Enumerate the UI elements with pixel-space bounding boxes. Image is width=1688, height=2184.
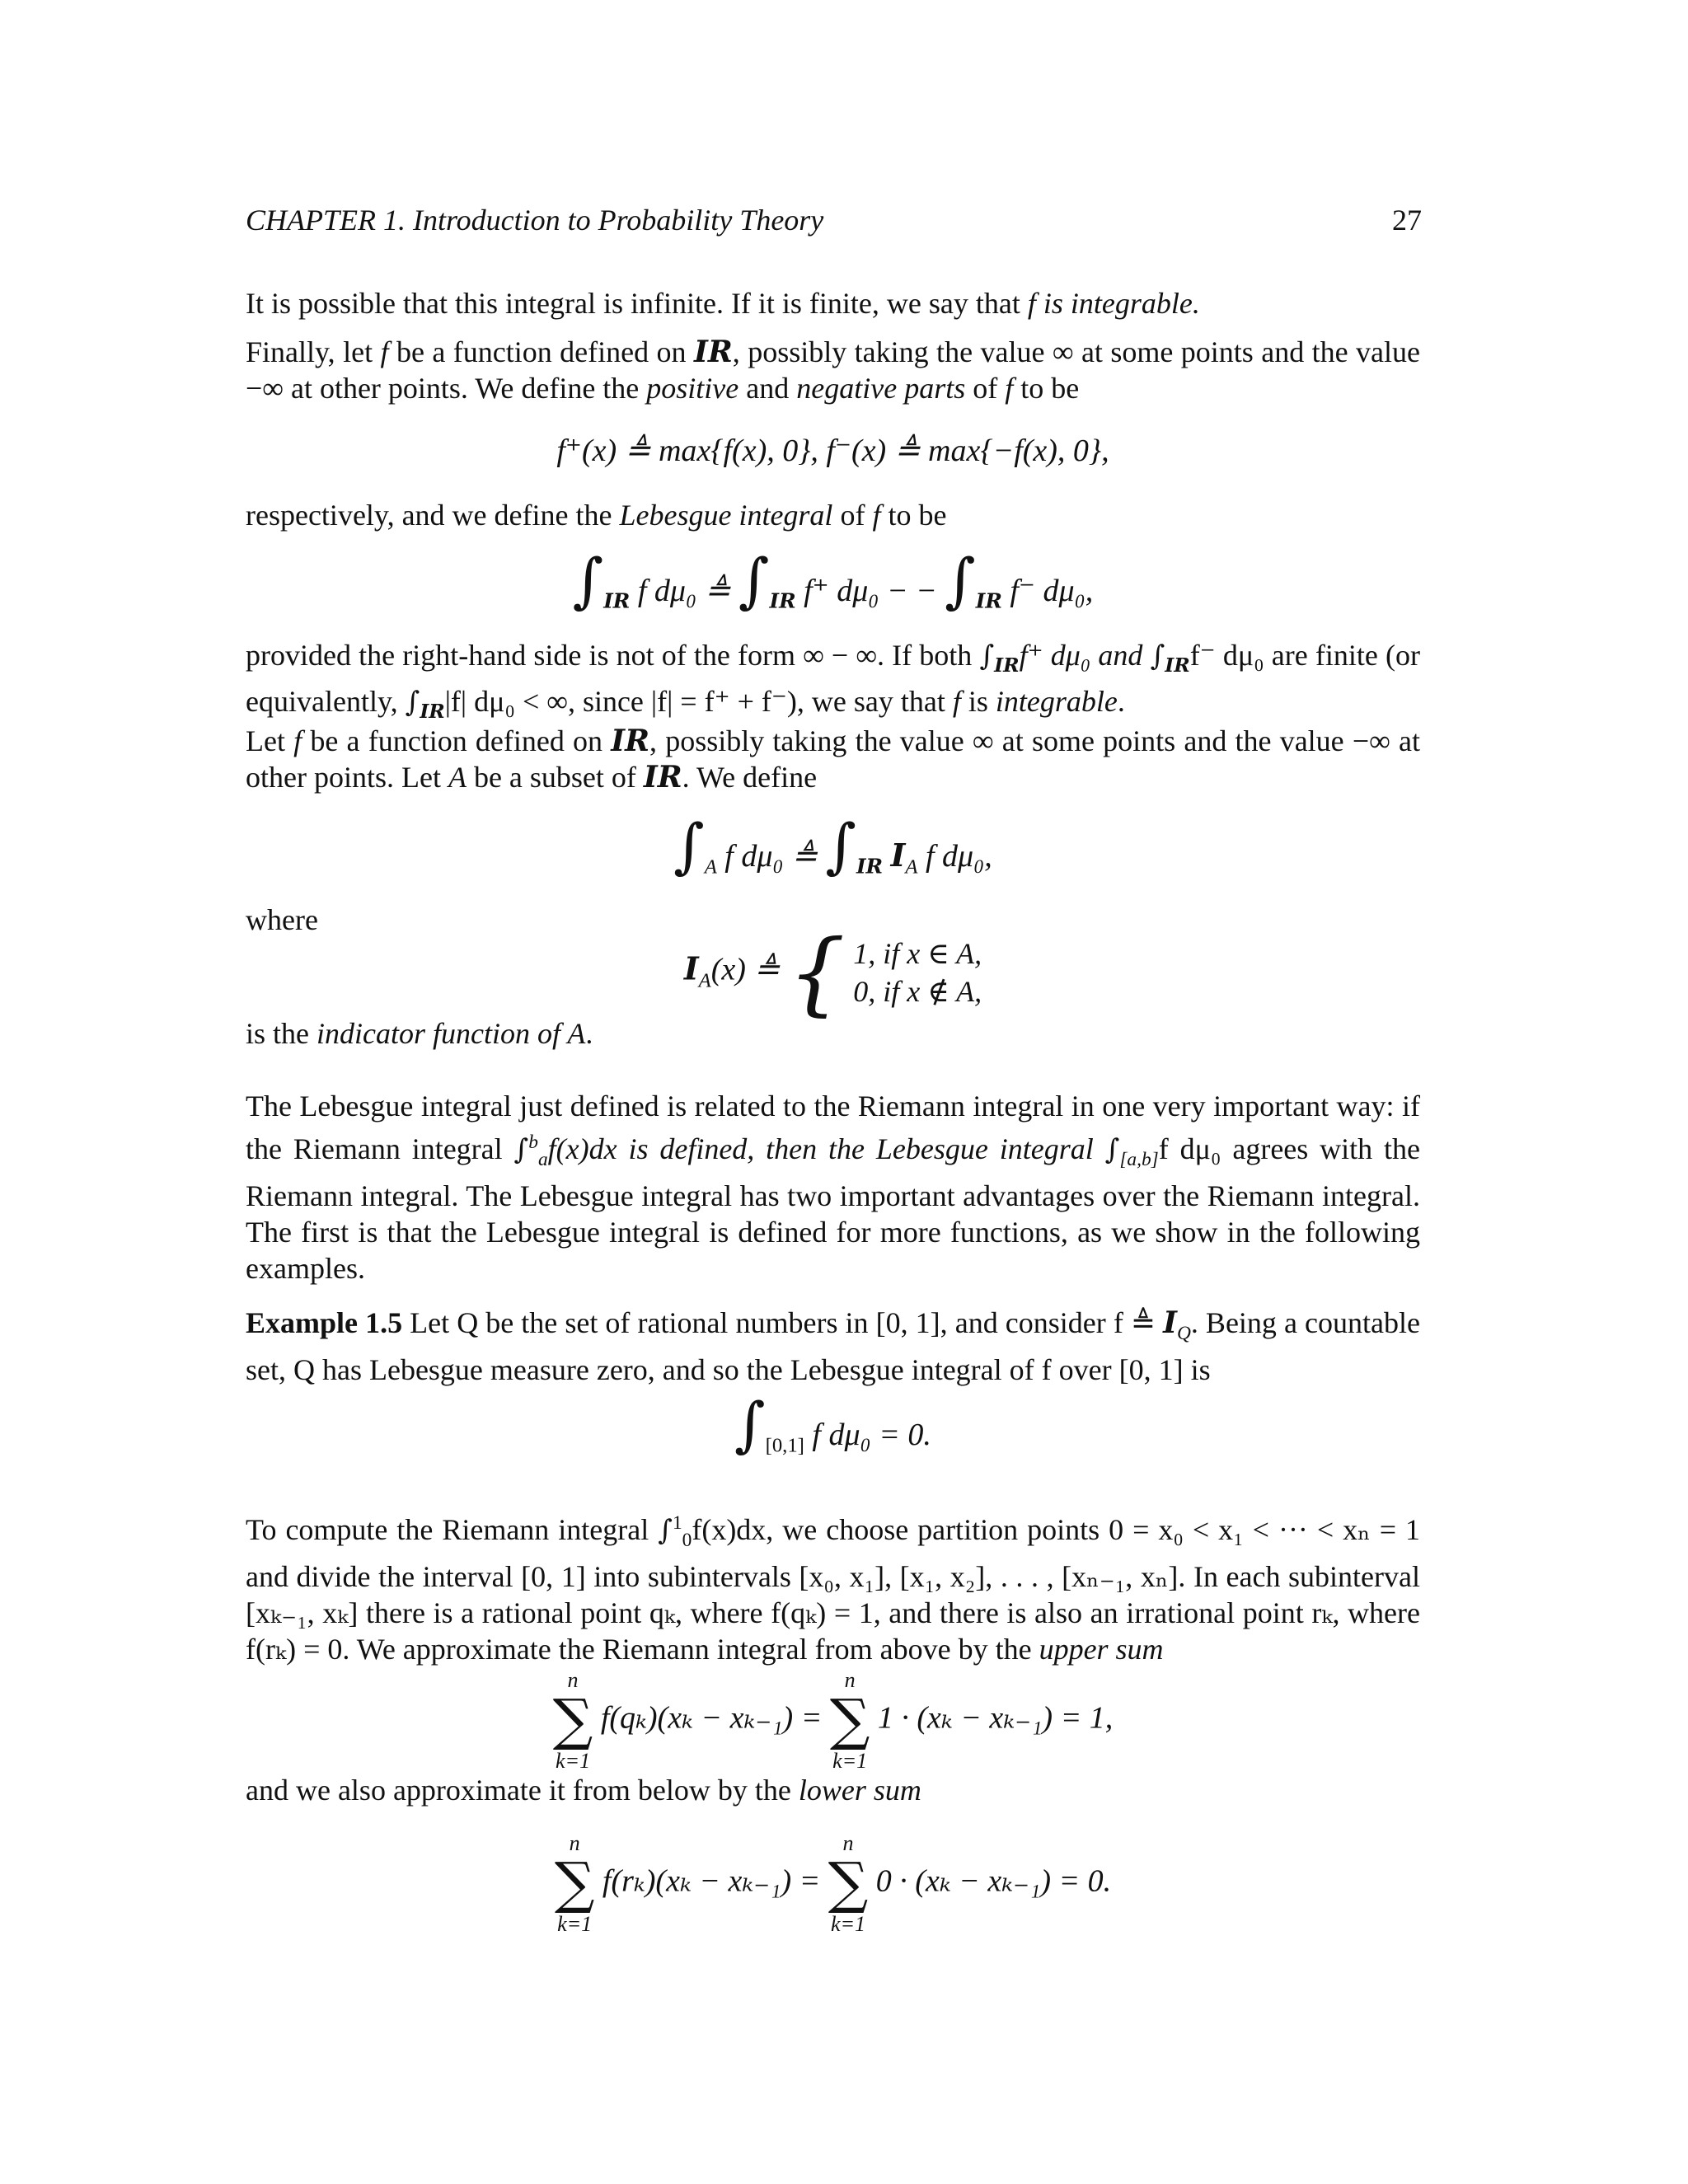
- integral-sign: ∫: [825, 811, 856, 880]
- integral-sign: ∫: [658, 1514, 673, 1547]
- sigma-sign: ∑: [554, 1851, 595, 1916]
- integral-domain: IR: [994, 654, 1020, 677]
- text: The Lebesgue integral just defined is related to the Riemann integral in one very important way: if the Riemann integral: [246, 1090, 1420, 1165]
- cases: [853, 935, 982, 1010]
- equation-lebesgue-zero: [246, 1390, 1420, 1459]
- math-f: f: [380, 335, 389, 368]
- paragraph-riemann-comparison: [246, 1088, 1420, 1286]
- left-brace: {: [787, 920, 846, 1025]
- case-1: 1, if x ∈ A,: [853, 937, 982, 970]
- text: , possibly taking the value ∞ at some points and the value −∞ at other points. We define the: [246, 335, 1421, 405]
- example-1-5: [246, 1305, 1420, 1388]
- text: provided the right-hand side is not of the form ∞ − ∞. If both: [246, 639, 980, 672]
- text: is the: [246, 1017, 316, 1050]
- text: .: [1117, 685, 1125, 719]
- equation-indicator-function: [246, 920, 1420, 1025]
- text: .: [585, 1017, 593, 1050]
- sum-upper-limit: n: [844, 1668, 856, 1692]
- emphasis-lebesgue-integral: Lebesgue integral: [619, 499, 833, 532]
- reals-symbol: IR: [694, 335, 733, 369]
- paragraph-lower-sum: [246, 1772, 1420, 1808]
- sum-lower-limit: k=1: [555, 1749, 591, 1773]
- integral-sign: ∫: [1104, 1133, 1120, 1166]
- indicator-subscript: A: [905, 855, 918, 879]
- equation-rhs: f dμ₀,: [925, 839, 992, 874]
- integral-domain: A: [704, 855, 717, 879]
- text: to be: [1013, 372, 1080, 405]
- text: . We define: [682, 761, 818, 794]
- integral-domain: IR: [769, 588, 796, 613]
- integral-sign: ∫: [405, 686, 420, 719]
- equation-rhs: 0 · (xₖ − xₖ₋₁) = 0.: [875, 1863, 1112, 1899]
- equation-lhs: f(rₖ)(xₖ − xₖ₋₁) =: [602, 1863, 821, 1899]
- equation-positive-negative-parts: f⁺(x) ≜ max{f(x), 0}, f⁻(x) ≜ max{−f(x), 0},: [556, 434, 1109, 468]
- sum-upper-limit: n: [842, 1831, 854, 1855]
- page-number: 27: [1392, 204, 1422, 237]
- running-header-chapter: CHAPTER 1. Introduction to Probability Theory: [246, 204, 824, 237]
- reals-symbol: IR: [643, 760, 682, 794]
- text: of: [965, 372, 1006, 405]
- text: and we also approximate it from below by the: [246, 1774, 799, 1807]
- indicator-symbol: I: [683, 949, 699, 987]
- paragraph-integrable: [246, 285, 1420, 321]
- text: Finally, let: [246, 335, 381, 368]
- integral-sign: ∫: [513, 1133, 529, 1166]
- text: f(x)dx, we choose partition points 0 = x₀ < x₁ < ··· < xₙ = 1 and divide the interval [0, 1] into subintervals [x₀, x₁], [x₁, x₂], . . . , [xₙ₋₁, xₙ]. In each subinterval [xₖ₋₁, xₖ] there is a rational point qₖ, where f(qₖ) = 1, and there is also an irrational point rₖ, where f(rₖ) = 0. We approximate the Riemann integral from above by the: [246, 1513, 1420, 1666]
- integral-lower: 0: [682, 1530, 692, 1552]
- text: |f| dμ₀ < ∞, since |f| = f⁺ + f⁻), we say that: [444, 685, 953, 719]
- integral-domain: IR: [975, 588, 1002, 613]
- integral-upper: b: [528, 1132, 538, 1153]
- equation-rhs: f⁻ dμ₀,: [1010, 574, 1094, 608]
- sigma-sign: ∑: [829, 1688, 870, 1753]
- indicator-symbol: I: [1163, 1305, 1177, 1340]
- integral-domain: [a,b]: [1119, 1149, 1159, 1171]
- equation-middle: f⁺ dμ₀ − −: [804, 574, 937, 608]
- math-A: A: [448, 761, 467, 794]
- reals-symbol: IR: [611, 724, 649, 758]
- where-label: where: [246, 903, 318, 936]
- text: . Being a countable set, Q has Lebesgue measure zero, and so the Lebesgue integral of f over [0, 1] is: [246, 1306, 1420, 1387]
- integral-sign: ∫: [673, 811, 705, 880]
- sigma-sign: ∑: [828, 1851, 869, 1916]
- integral-sign: ∫: [738, 546, 770, 615]
- emphasis-indicator-function: indicator function of A: [316, 1017, 586, 1050]
- indicator-symbol: I: [890, 837, 906, 874]
- summation: [555, 1831, 595, 1937]
- sum-upper-limit: n: [567, 1668, 579, 1692]
- text: f⁺ dμ₀ and: [1019, 639, 1151, 672]
- equation-lebesgue-integral: [246, 546, 1420, 615]
- math-f: f: [952, 685, 961, 719]
- summation: [828, 1831, 869, 1937]
- equation-upper-sum: [246, 1668, 1420, 1774]
- integral-sign: ∫: [1150, 640, 1165, 673]
- equation-rhs: 1 · (xₖ − xₖ₋₁) = 1,: [877, 1700, 1114, 1736]
- emphasis-integrable: integrable: [995, 685, 1118, 719]
- emphasis-lower-sum: lower sum: [798, 1774, 921, 1807]
- integral-lower: a: [537, 1149, 548, 1171]
- equation-body: f dμ₀ = 0.: [812, 1418, 931, 1452]
- text: f⁻ dμ₀ are finite (or equivalently,: [246, 639, 1420, 719]
- text: is: [960, 685, 996, 719]
- integral-upper: 1: [672, 1512, 682, 1534]
- text: f(x)dx is defined, then the Lebesgue integral: [547, 1132, 1105, 1165]
- sum-lower-limit: k=1: [830, 1912, 866, 1936]
- text: be a subset of: [466, 761, 644, 794]
- emphasis-integrable: is integrable.: [1035, 287, 1200, 320]
- sigma-sign: ∑: [552, 1688, 593, 1753]
- integral-sign: ∫: [979, 640, 995, 673]
- math-f: f: [293, 724, 302, 757]
- case-2: 0, if x ∉ A,: [853, 975, 982, 1008]
- indicator-subscript: Q: [1176, 1323, 1191, 1345]
- paragraph-indicator: [246, 1015, 1420, 1052]
- math-f: f: [1027, 287, 1036, 320]
- text: be a function defined on: [302, 724, 612, 757]
- equation-lhs: (x) ≜: [710, 952, 781, 987]
- text: Let: [246, 724, 294, 757]
- text: , possibly taking the value ∞ at some points and the value −∞ at other points. Let: [246, 724, 1420, 794]
- integral-domain: IR: [420, 700, 445, 724]
- paragraph-positive-negative-parts: [246, 334, 1420, 406]
- paragraph-provided: [246, 637, 1420, 729]
- math-f: f: [872, 499, 881, 532]
- text: To compute the Riemann integral: [246, 1513, 659, 1546]
- sum-lower-limit: k=1: [832, 1749, 868, 1773]
- integral-domain: IR: [603, 588, 631, 613]
- text: f dμ₀ agrees with the Riemann integral. The Lebesgue integral has two important advantages over the Riemann integral. The first is that the Lebesgue integral is defined for more functions, as we show in the following examples.: [246, 1132, 1421, 1286]
- text: Let Q be the set of rational numbers in [0, 1], and consider f ≜: [402, 1306, 1164, 1339]
- equation-integral-over-A: [246, 811, 1420, 880]
- equation-lhs: f dμ₀ ≜: [724, 839, 818, 874]
- emphasis-positive: positive: [646, 372, 739, 405]
- text: of: [832, 499, 873, 532]
- emphasis-upper-sum: upper sum: [1039, 1633, 1164, 1666]
- integral-domain: [0,1]: [765, 1434, 804, 1457]
- equation-lhs: f dμ₀ ≜: [637, 574, 731, 608]
- text: It is possible that this integral is infinite. If it is finite, we say that: [246, 287, 1028, 320]
- integral-domain: IR: [1165, 654, 1190, 677]
- emphasis-negative-parts: negative parts: [796, 372, 966, 405]
- integral-sign: ∫: [572, 546, 604, 615]
- integral-domain: IR: [856, 854, 884, 879]
- indicator-subscript: A: [698, 969, 711, 992]
- summation: [830, 1668, 870, 1774]
- text: to be: [880, 499, 947, 532]
- sum-upper-limit: n: [569, 1831, 580, 1855]
- text: and: [738, 372, 797, 405]
- integral-sign: ∫: [945, 546, 976, 615]
- paragraph-subset-def: [246, 723, 1420, 795]
- equation-lhs: f(qₖ)(xₖ − xₖ₋₁) =: [600, 1700, 823, 1736]
- paragraph-lebesgue-def: [246, 497, 1420, 533]
- integral-sign: ∫: [734, 1390, 766, 1459]
- math-f: f: [1005, 372, 1014, 405]
- equation-lower-sum: [246, 1831, 1420, 1937]
- paragraph-riemann-partition: [246, 1505, 1420, 1667]
- example-title: Example 1.5: [246, 1306, 403, 1339]
- summation: [553, 1668, 593, 1774]
- text: be a function defined on: [388, 335, 694, 368]
- text: respectively, and we define the: [246, 499, 620, 532]
- sum-lower-limit: k=1: [557, 1912, 593, 1936]
